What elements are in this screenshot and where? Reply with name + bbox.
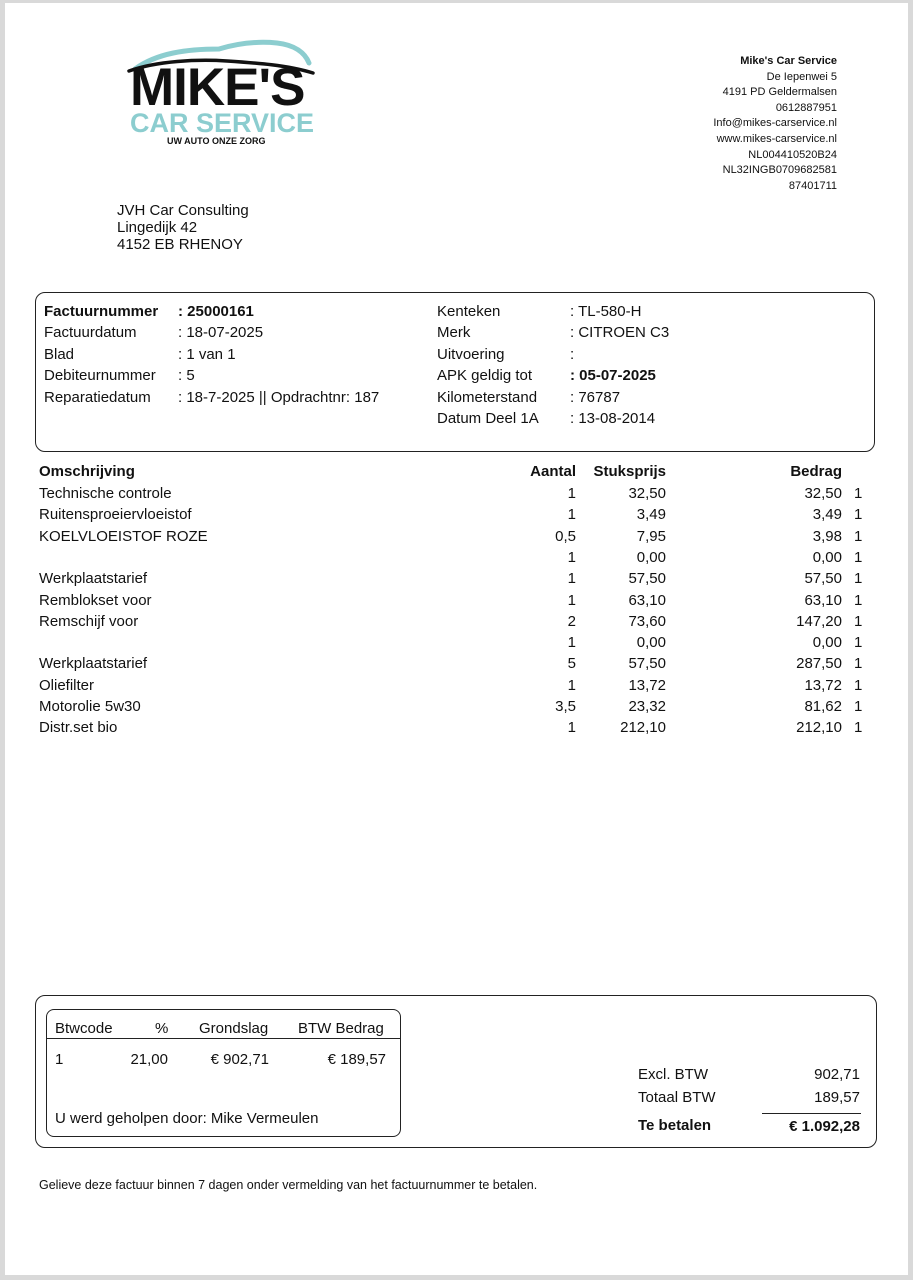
vat-header-pct: % [155,1020,169,1037]
plate-label: Kenteken [437,303,501,320]
make-label: Merk [437,324,471,341]
item-description: KOELVLOEISTOF ROZE [39,528,208,545]
item-amount: 3,98 [812,528,842,545]
company-city: 4191 PD Geldermalsen [722,86,837,99]
item-vat-code: 1 [854,570,863,587]
item-vat-code: 1 [854,719,863,736]
debtor-value: : 5 [178,367,195,384]
item-quantity: 1 [567,506,576,523]
item-unit-price: 0,00 [636,634,666,651]
customer-city: 4152 EB RHENOY [117,236,243,253]
km-value: : 76787 [570,389,621,406]
page-value: : 1 van 1 [178,346,236,363]
company-street: De Iepenwei 5 [766,70,837,83]
company-phone: 0612887951 [775,101,837,114]
item-unit-price: 3,49 [636,506,666,523]
logo-tagline: UW AUTO ONZE ZORG [167,136,266,146]
vat-header-code: Btwcode [55,1020,113,1037]
item-unit-price: 63,10 [628,592,666,609]
item-quantity: 1 [567,485,576,502]
item-quantity: 1 [567,592,576,609]
make-value: : CITROEN C3 [570,324,670,341]
item-unit-price: 13,72 [628,677,666,694]
item-quantity: 1 [567,549,576,566]
company-info [587,54,837,194]
item-unit-price: 57,50 [628,570,666,587]
col-header-description: Omschrijving [39,463,135,480]
apk-label: APK geldig tot [437,367,533,384]
item-quantity: 1 [567,570,576,587]
item-vat-code: 1 [854,655,863,672]
item-amount: 212,10 [796,719,842,736]
item-vat-code: 1 [854,528,863,545]
item-quantity: 1 [567,719,576,736]
item-quantity: 3,5 [555,698,576,715]
invoice-date: : 18-07-2025 [178,324,264,341]
km-label: Kilometerstand [437,389,538,406]
item-description: Distr.set bio [39,719,118,736]
item-vat-code: 1 [854,698,863,715]
item-quantity: 5 [567,655,576,672]
item-description: Werkplaatstarief [39,570,148,587]
page-label: Blad [44,346,75,363]
item-description: Ruitensproeiervloeistof [39,506,192,523]
company-coc: 87401711 [788,179,837,192]
item-quantity: 1 [567,677,576,694]
col-header-unit-price: Stuksprijs [593,463,666,480]
item-vat-code: 1 [854,485,863,502]
item-quantity: 0,5 [555,528,576,545]
debtor-label: Debiteurnummer [44,367,156,384]
amount-due-label: Te betalen [638,1117,712,1134]
item-vat-code: 1 [854,677,863,694]
invoice-number: : 25000161 [178,303,254,320]
item-vat-code: 1 [854,592,863,609]
item-unit-price: 0,00 [636,549,666,566]
vat-base: € 902,71 [210,1051,269,1068]
part1a-value: : 13-08-2014 [570,410,656,427]
item-amount: 287,50 [796,655,842,672]
item-unit-price: 7,95 [636,528,666,545]
item-unit-price: 32,50 [628,485,666,502]
customer-name: JVH Car Consulting [117,202,249,219]
item-unit-price: 73,60 [628,613,666,630]
item-unit-price: 57,50 [628,655,666,672]
invoice-number-label: Factuurnummer [44,303,159,320]
company-website[interactable]: www.mikes-carservice.nl [716,132,837,145]
invoice-page [5,3,908,1275]
item-vat-code: 1 [854,506,863,523]
customer-street: Lingedijk 42 [117,219,198,236]
helped-by: U werd geholpen door: Mike Vermeulen [55,1110,319,1127]
item-quantity: 2 [567,613,576,630]
total-vat-value: 189,57 [814,1089,860,1106]
company-name: Mike's Car Service [740,55,837,67]
item-amount: 147,20 [796,613,842,630]
item-vat-code: 1 [854,634,863,651]
item-amount: 81,62 [804,698,842,715]
item-description: Motorolie 5w30 [39,698,141,715]
logo-title: MIKE'S [130,58,305,117]
item-amount: 3,49 [812,506,842,523]
item-amount: 0,00 [812,634,842,651]
plate-value: : TL-580-H [570,303,642,320]
company-email[interactable]: Info@mikes-carservice.nl [713,117,837,130]
item-description: Technische controle [39,485,172,502]
col-header-amount: Bedrag [790,463,842,480]
amount-due-value: € 1.092,28 [789,1118,860,1135]
repair-date-label: Reparatiedatum [44,389,151,406]
payment-note: Gelieve deze factuur binnen 7 dagen onder vermelding van het factuurnummer te betalen. [39,1178,538,1192]
item-description: Remblokset voor [39,592,152,609]
item-amount: 13,72 [804,677,842,694]
customer-address [117,202,249,253]
part1a-label: Datum Deel 1A [437,410,539,427]
item-quantity: 1 [567,634,576,651]
vat-pct: 21,00 [130,1051,168,1068]
logo-subtitle: CAR SERVICE [130,108,315,138]
company-iban: NL32INGB0709682581 [722,164,837,177]
item-unit-price: 23,32 [628,698,666,715]
item-vat-code: 1 [854,613,863,630]
item-amount: 0,00 [812,549,842,566]
total-vat-label: Totaal BTW [638,1089,716,1106]
item-description: Werkplaatstarief [39,655,148,672]
item-unit-price: 212,10 [620,719,666,736]
item-description: Oliefilter [39,677,95,694]
excl-vat-label: Excl. BTW [638,1066,708,1083]
vat-header-divider [46,1038,400,1039]
item-amount: 63,10 [804,592,842,609]
total-divider [762,1113,861,1114]
invoice-date-label: Factuurdatum [44,324,137,341]
col-header-quantity: Aantal [530,463,576,480]
version-value: : [570,346,575,363]
repair-date: : 18-7-2025 || Opdrachtnr: 187 [178,389,380,406]
item-description: Remschijf voor [39,613,139,630]
apk-value: : 05-07-2025 [570,367,656,384]
item-amount: 32,50 [804,485,842,502]
company-vat: NL004410520B24 [748,148,837,161]
vat-header-amount: BTW Bedrag [298,1020,384,1037]
vat-header-base: Grondslag [199,1020,269,1037]
item-vat-code: 1 [854,549,863,566]
vat-amount: € 189,57 [327,1051,386,1068]
item-amount: 57,50 [804,570,842,587]
company-logo [127,39,317,149]
vat-code: 1 [55,1051,64,1068]
excl-vat-value: 902,71 [814,1066,860,1083]
version-label: Uitvoering [437,346,505,363]
